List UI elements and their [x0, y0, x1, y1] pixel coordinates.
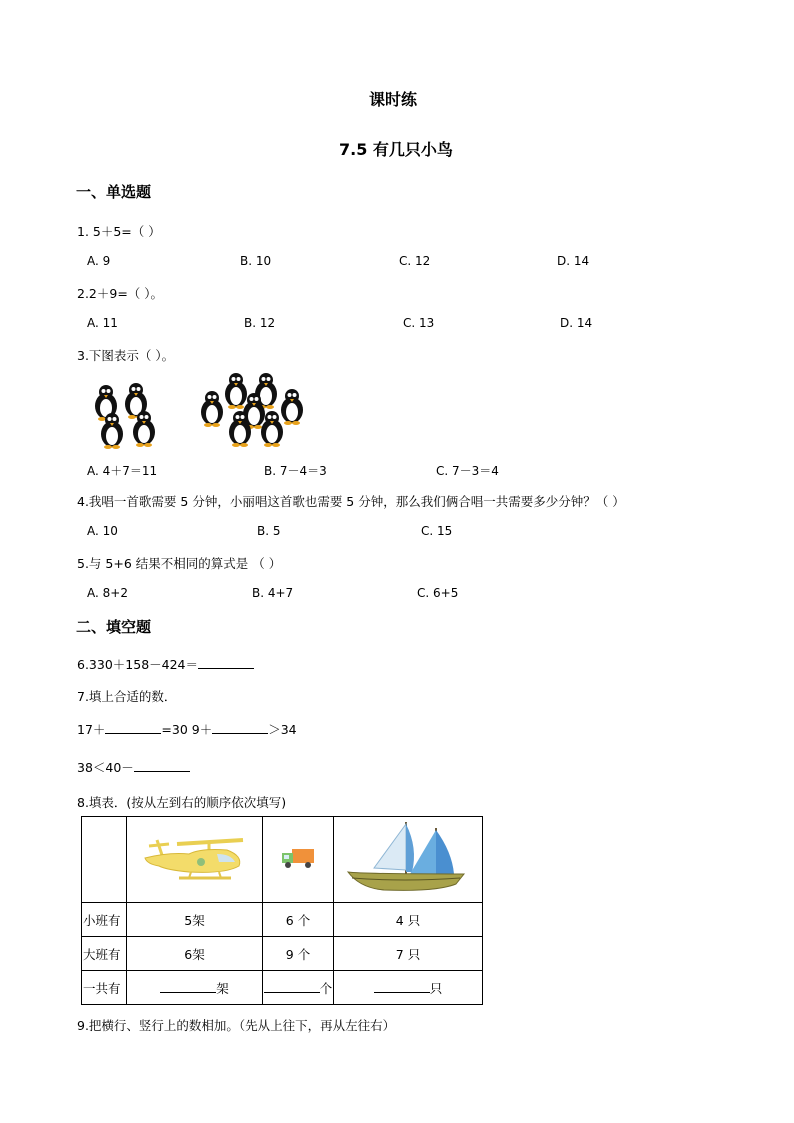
q1-option-a: A. 9 — [87, 254, 111, 268]
question-8: 8.填表．(按从左到右的顺序依次填写) — [77, 795, 287, 810]
penguin-group-right-icon — [201, 373, 303, 447]
question-5: 5.与 5+6 结果不相同的算式是 （ ） — [77, 556, 282, 571]
q4-option-c: C. 15 — [421, 524, 453, 538]
document-title: 课时练 — [369, 90, 418, 109]
q7-expr-2a: 38＜40－ — [77, 760, 134, 775]
total-helicopter-blank[interactable] — [160, 980, 216, 993]
q1-option-b: B. 10 — [240, 254, 272, 268]
section-heading-single-choice: 一、单选题 — [76, 183, 152, 201]
q7-blank-1[interactable] — [105, 721, 161, 734]
question-2: 2.2＋9=（ ）。 — [77, 286, 164, 301]
q6-answer-blank[interactable] — [198, 656, 254, 669]
cell-small-sailboat: 4 只 — [334, 903, 483, 937]
table-row — [82, 971, 483, 1005]
row-label-big-class: 大班有 — [82, 937, 127, 971]
cell-big-helicopter: 6架 — [127, 937, 263, 971]
q7-expr-1a: 17＋ — [77, 722, 106, 737]
penguin-illustration — [86, 372, 312, 452]
question-7: 7.填上合适的数． — [77, 689, 177, 704]
truck-icon — [280, 846, 316, 870]
q2-option-d: D. 14 — [560, 316, 593, 330]
q7-line-2 — [77, 758, 190, 776]
lesson-subtitle: 7.5 有几只小鸟 — [339, 140, 453, 159]
q4-option-a: A. 10 — [87, 524, 118, 538]
q4-option-b: B. 5 — [257, 524, 281, 538]
q3-option-b: B. 7－4＝3 — [264, 464, 327, 478]
row-label-total: 一共有 — [82, 971, 127, 1005]
table-row — [82, 903, 483, 937]
table-header-truck — [263, 817, 334, 903]
sailboat-icon — [344, 818, 472, 898]
q1-option-d: D. 14 — [557, 254, 590, 268]
q5-option-b: B. 4+7 — [252, 586, 294, 600]
fill-table — [81, 816, 483, 1005]
penguin-group-left-icon — [95, 383, 155, 449]
q1-option-c: C. 12 — [399, 254, 431, 268]
table-corner-cell — [82, 817, 127, 903]
question-1: 1. 5＋5=（ ） — [77, 224, 161, 239]
q2-option-b: B. 12 — [244, 316, 276, 330]
q5-option-a: A. 8+2 — [87, 586, 128, 600]
question-3: 3.下图表示（ ）。 — [77, 348, 175, 363]
cell-small-truck: 6 个 — [263, 903, 334, 937]
cell-big-sailboat: 7 只 — [334, 937, 483, 971]
section-heading-fill-blank: 二、填空题 — [76, 618, 152, 636]
cell-big-truck: 9 个 — [263, 937, 334, 971]
q2-option-c: C. 13 — [403, 316, 435, 330]
table-header-sailboat — [334, 817, 483, 903]
q7-line-1 — [77, 720, 297, 738]
question-6-text: 6.330＋158－424＝ — [77, 657, 199, 672]
total-truck-blank[interactable] — [264, 980, 320, 993]
q7-expr-1b: =30 9＋ — [161, 722, 213, 737]
unit-helicopter: 架 — [216, 980, 229, 996]
unit-truck: 个 — [319, 980, 333, 996]
question-9: 9.把横行、竖行上的数相加。（先从上往下，再从左往右） — [77, 1018, 396, 1033]
cell-total-sailboat — [334, 971, 483, 1005]
question-4: 4.我唱一首歌需要 5 分钟，小丽唱这首歌也需要 5 分钟，那么我们俩合唱一共需要多少分钟？（ ） — [77, 494, 625, 509]
q2-option-a: A. 11 — [87, 316, 118, 330]
cell-total-truck — [263, 971, 334, 1005]
q3-option-c: C. 7－3＝4 — [436, 464, 499, 478]
total-sailboat-blank[interactable] — [374, 980, 430, 993]
q5-option-c: C. 6+5 — [417, 586, 459, 600]
table-header-helicopter — [127, 817, 263, 903]
cell-small-helicopter: 5架 — [127, 903, 263, 937]
question-6 — [77, 655, 254, 673]
helicopter-icon — [139, 832, 251, 884]
q7-expr-1c: ＞34 — [268, 722, 297, 737]
q7-blank-2[interactable] — [212, 721, 268, 734]
row-label-small-class: 小班有 — [82, 903, 127, 937]
unit-sailboat: 只 — [429, 980, 443, 996]
table-row — [82, 937, 483, 971]
cell-total-helicopter — [127, 971, 263, 1005]
q3-option-a: A. 4＋7＝11 — [87, 464, 158, 478]
q7-blank-3[interactable] — [134, 759, 190, 772]
